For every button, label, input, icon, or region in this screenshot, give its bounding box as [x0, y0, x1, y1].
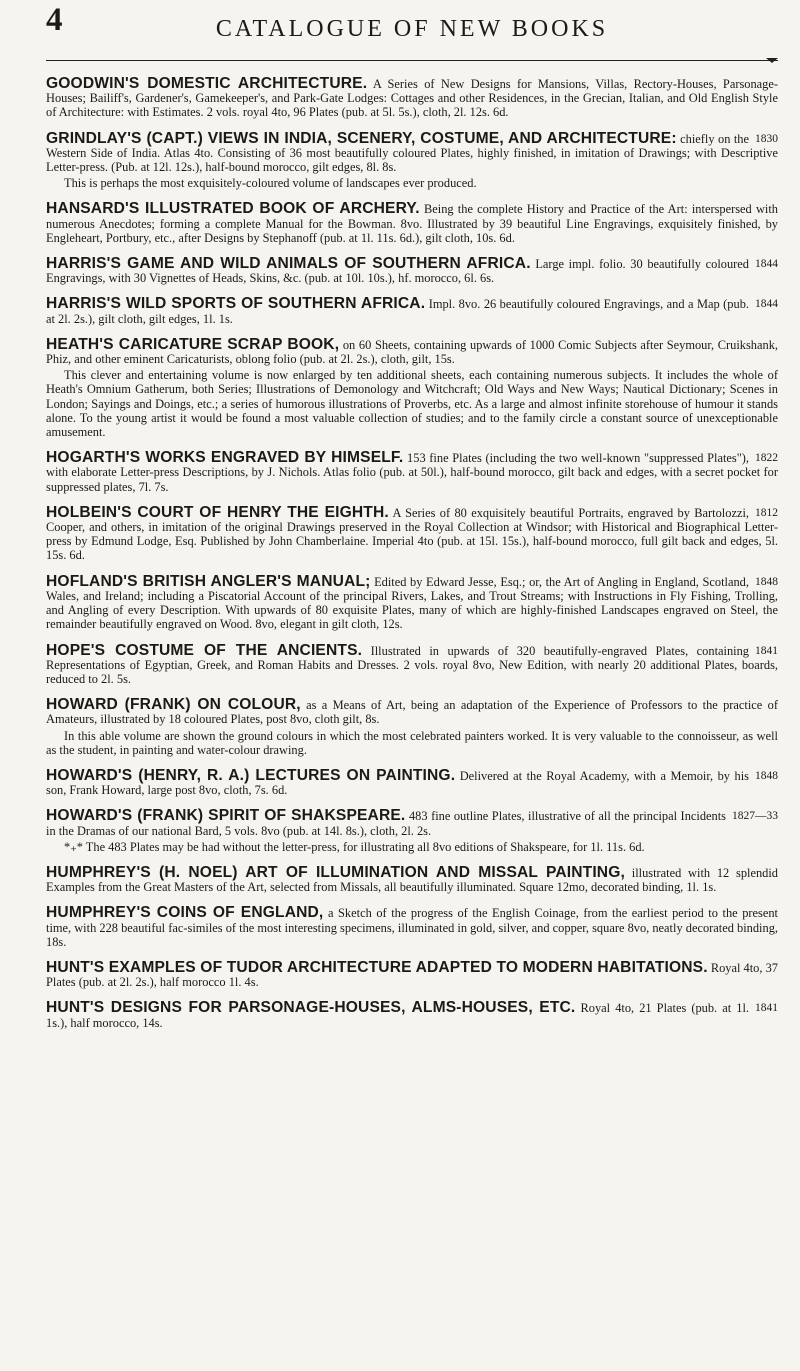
entry-body [46, 766, 778, 798]
entry-heading: HANSARD'S ILLUSTRATED BOOK OF ARCHERY. [46, 200, 420, 218]
catalogue-entry [46, 257, 778, 285]
entry-date: 1812 [755, 506, 778, 519]
catalogue-entry [46, 129, 778, 191]
catalogue-entry [46, 906, 778, 949]
entry-date: 1841 [755, 644, 778, 657]
entry-date: 1822 [755, 452, 778, 465]
entry-body [46, 809, 778, 837]
entry-description: A Series of 80 exquisitely beautiful Portraits, engraved by Bartolozzi, Cooper, and others, in imitation of the original Drawings preserved in the Royal Collection at Windsor; with Historical and Biographical Letter-press by Edmund Lodge, Esq. Published by John Chamberlaine. Imperial 4to (pub. at 15l. 15s.), half-bound morocco, full gilt back and edges, 5l. 15s. 6d. [46, 505, 778, 563]
catalogue-entry [46, 641, 778, 687]
entry-heading: HUMPHREY'S (H. NOEL) ART OF ILLUMINATION AND MISSAL PAINTING, [46, 863, 625, 881]
entry-description: Royal 4to, 21 Plates (pub. at 1l. 1s.), half morocco, 14s. [46, 1001, 749, 1030]
catalogue-entry [46, 958, 778, 990]
entry-description: chiefly on the Western Side of India. Atlas 4to. Consisting of 36 most beautifully coloured Plates, highly finished, in imitation of Drawings; with Descriptive Letter-press. (Pub. at 12l. 12s.), half-bound morocco, gilt edges, 8l. 8s. [46, 131, 778, 175]
catalogue-entry [46, 1001, 778, 1029]
entry-heading: GRINDLAY'S (CAPT.) VIEWS IN INDIA, SCENERY, COSTUME, AND ARCHITECTURE: [46, 129, 677, 147]
entry-body [46, 698, 778, 726]
entry-body [46, 503, 778, 563]
entry-date: 1827—33 [732, 810, 778, 823]
entry-description: Delivered at the Royal Academy, with a Memoir, by his son, Frank Howard, large post 8vo, cloth, 7s. 6d. [46, 768, 749, 798]
entry-heading: HOPE'S COSTUME OF THE ANCIENTS. [46, 641, 363, 659]
entry-body [46, 202, 778, 245]
entry-body [46, 297, 778, 325]
catalogue-entry [46, 202, 778, 245]
catalogue-entry [46, 335, 778, 440]
entry-description: 153 fine Plates (including the two well-known "suppressed Plates"), with elaborate Letter-press Descriptions, by J. Nichols. Atlas folio (pub. at 50l.), half-bound morocco, gilt back and edges, with a secret pocket for suppressed plates, 7l. 7s. [46, 451, 778, 494]
entry-heading: HOWARD (FRANK) ON COLOUR, [46, 696, 301, 714]
entry-date: 1844 [755, 298, 778, 311]
catalogue-entry [46, 698, 778, 757]
entry-heading: HOGARTH'S WORKS ENGRAVED BY HIMSELF. [46, 449, 404, 467]
entry-date: 1848 [755, 769, 778, 782]
entry-body [46, 451, 778, 494]
entry-body [46, 958, 778, 990]
entry-heading: HOWARD'S (FRANK) SPIRIT OF SHAKSPEARE. [46, 807, 406, 825]
entry-note: This clever and entertaining volume is now enlarged by ten additional sheets, each containing numerous subjects. It includes the whole of Heath's Omnium Gatherum, both Series; Illustrations of Demonology and Witchcraft; Old Ways and New Ways; Nautical Dictionary; Scenes in London; Sayings and Doings, etc.; a series of humorous illustrations of Proverbs, etc. As a large and almost infinite storehouse of humour it stands alone. To the young artist it would be found a most valuable collection of studies; and to the family circle a constant source of unexceptionable amusement. [46, 368, 778, 440]
entry-description: a Sketch of the progress of the English Coinage, from the earliest period to the present time, with 228 beautiful fac-similes of the most interesting specimens, illuminated in gold, silver, and copper, square 8vo, neatly decorated binding, 18s. [46, 906, 778, 949]
entry-date: 1830 [755, 132, 778, 145]
entry-body [46, 335, 778, 367]
entry-description: as a Means of Art, being an adaptation of the Experience of Professors to the practice of Amateurs, illustrated by 18 coloured Plates, post 8vo, cloth gilt, 8s. [46, 698, 778, 727]
entry-body [46, 641, 778, 687]
entry-description: Edited by Edward Jesse, Esq.; or, the Art of Angling in England, Scotland, Wales, and Ireland; including a Piscatorial Account of the principal Rivers, Lakes, and Trout Streams; with Instructions in Fly Fishing, Trolling, and Angling of every Description. With upwards of 80 exquisite Plates, many of which are highly-finished Landscapes engraved on Steel, the remainder beautifully engraved on Wood. 8vo, elegant in gilt cloth, 12s. [46, 574, 778, 632]
entry-heading: HUMPHREY'S COINS OF ENGLAND, [46, 904, 324, 922]
entry-body [46, 1001, 778, 1029]
catalogue-entry [46, 809, 778, 854]
entry-description: on 60 Sheets, containing upwards of 1000 Comic Subjects after Seymour, Cruikshank, Phiz, and other eminent Caricaturists, oblong folio (pub. at 2l. 2s.), cloth, gilt, 15s. [46, 337, 778, 367]
entry-description: illustrated with 12 splendid Examples from the Great Masters of the Art, selected from Missals, all beautifully illuminated. Square 12mo, decorated binding, 1l. 1s. [46, 865, 778, 895]
entry-note: *₊* The 483 Plates may be had without the letter-press, for illustrating all 8vo editions of Shakspeare, for 1l. 11s. 6d. [64, 839, 645, 854]
entry-description: Being the complete History and Practice of the Art: interspersed with numerous Anecdotes; forming a complete Manual for the Bowman. 8vo. Illustrated by 39 beautiful Line Engravings, exquisitely finished, by Engleheart, Portbury, etc., after Designs by Stephanoff (pub. at 1l. 11s. 6d.), gilt cloth, 10s. 6d. [46, 202, 778, 245]
entry-heading: HUNT'S DESIGNS FOR PARSONAGE-HOUSES, ALMS-HOUSES, ETC. [46, 999, 576, 1017]
page-number: 4 [46, 2, 63, 38]
catalogue-entry [46, 503, 778, 563]
entry-body [46, 863, 778, 895]
entry-body [46, 77, 778, 120]
entry-heading: GOODWIN'S DOMESTIC ARCHITECTURE. [46, 75, 368, 92]
entry-body [46, 129, 778, 175]
header-rule [46, 60, 778, 61]
entry-description: 483 fine outline Plates, illustrative of all the principal Incidents in the Dramas of our national Bard, 5 vols. 8vo (pub. at 14l. 8s.), cloth, 2l. 2s. [46, 809, 726, 838]
entry-description: Impl. 8vo. 26 beautifully coloured Engravings, and a Map (pub. at 2l. 2s.), gilt cloth, gilt edges, 1l. 1s. [46, 297, 749, 326]
entry-heading: HOWARD'S (HENRY, R. A.) LECTURES ON PAINTING. [46, 766, 456, 784]
entry-heading: HARRIS'S WILD SPORTS OF SOUTHERN AFRICA. [46, 295, 426, 313]
entry-heading: HARRIS'S GAME AND WILD ANIMALS OF SOUTHERN AFRICA. [46, 255, 531, 273]
catalogue-entry [46, 297, 778, 325]
entry-note: In this able volume are shown the ground colours in which the most celebrated painters worked. It is very valuable to the connoisseur, as well as the student, in painting and water-colour drawing. [46, 728, 778, 757]
entry-heading: HOLBEIN'S COURT OF HENRY THE EIGHTH. [46, 503, 389, 521]
entry-date: 1844 [755, 258, 778, 271]
entry-date: 1841 [755, 1002, 778, 1015]
entry-description: Illustrated in upwards of 320 beautifully-engraved Plates, containing Representations of Egyptian, Greek, and Roman Habits and Dresses. 2 vols. royal 8vo, New Edition, with nearly 20 additional Plates, boards, reduced to 2l. 5s. [46, 643, 778, 686]
catalogue-entry [46, 77, 778, 120]
entry-heading: HOFLAND'S BRITISH ANGLER'S MANUAL; [46, 572, 371, 590]
catalogue-entry [46, 451, 778, 494]
entry-list [46, 77, 778, 1030]
entry-description: Royal 4to, 37 Plates (pub. at 2l. 2s.), half morocco 1l. 4s. [46, 960, 778, 990]
entry-heading: HUNT'S EXAMPLES OF TUDOR ARCHITECTURE ADAPTED TO MODERN HABITATIONS. [46, 958, 708, 976]
entry-heading: HEATH'S CARICATURE SCRAP BOOK, [46, 335, 340, 353]
entry-note: This is perhaps the most exquisitely-coloured volume of landscapes ever produced. [64, 176, 477, 191]
entry-description: A Series of New Designs for Mansions, Villas, Rectory-Houses, Parsonage-Houses; Bailiff's, Gardener's, Gamekeeper's, and Park-Gate Lodges: Cottages and other Residences, in the Grecian, Italian, and Old English Style of Architecture: with Estimates. 2 vols. royal 4to, 96 Plates (pub. at 5l. 5s.), cloth, 2l. 12s. 6d. [46, 77, 778, 120]
entry-date: 1848 [755, 575, 778, 588]
entry-body [46, 906, 778, 949]
entry-body [46, 572, 778, 632]
catalogue-entry [46, 766, 778, 798]
entry-description: Large impl. folio. 30 beautifully coloured Engravings, with 30 Vignettes of Heads, Skins, &c. (pub. at 10l. 10s.), hf. morocco, 6l. 6s. [46, 257, 749, 286]
running-head [46, 0, 778, 54]
catalogue-entry [46, 863, 778, 895]
entry-body [46, 257, 778, 285]
running-title: CATALOGUE OF NEW BOOKS [215, 16, 609, 42]
catalogue-entry [46, 572, 778, 632]
